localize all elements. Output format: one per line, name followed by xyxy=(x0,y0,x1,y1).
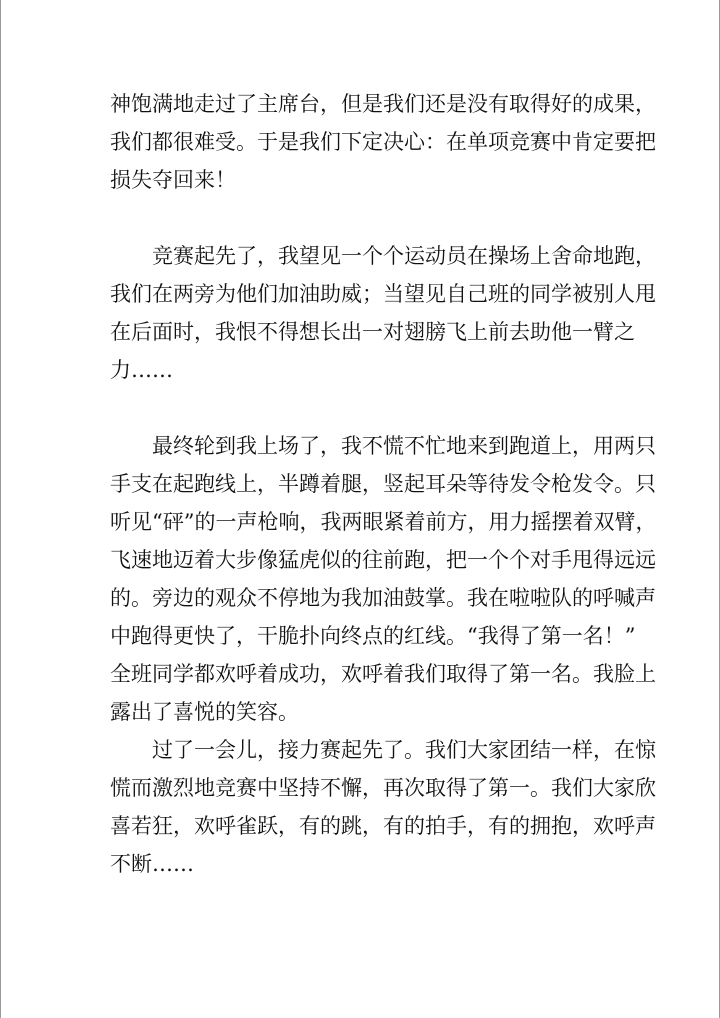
text-line: 慌而激烈地竞赛中坚持不懈，再次取得了第一。我们大家欣 xyxy=(110,776,656,800)
text-line: 露出了喜悦的笑容。 xyxy=(110,700,299,724)
text-line: 神饱满地走过了主席台，但是我们还是没有取得好的成果， xyxy=(110,92,656,116)
text-line: 全班同学都欢呼着成功，欢呼着我们取得了第一名。我脸上 xyxy=(110,662,656,686)
text-line: 损失夺回来！ xyxy=(110,168,236,192)
paragraph-1 xyxy=(110,85,656,199)
text-line: 喜若狂，欢呼雀跃，有的跳，有的拍手，有的拥抱，欢呼声 xyxy=(110,814,656,838)
text-line: 飞速地迈着大步像猛虎似的往前跑，把一个个对手甩得远远 xyxy=(110,548,656,572)
text-line: 听见“砰”的一声枪响，我两眼紧着前方，用力摇摆着双臂， xyxy=(110,510,657,534)
text-line: 中跑得更快了，干脆扑向终点的红线。“我得了第一名！” xyxy=(110,624,636,648)
text-line: 在后面时，我恨不得想长出一对翅膀飞上前去助他一臂之 xyxy=(110,320,635,344)
text-line: 竞赛起先了，我望见一个个运动员在操场上舍命地跑， xyxy=(110,244,656,268)
text-line: 最终轮到我上场了，我不慌不忙地来到跑道上，用两只 xyxy=(110,434,656,458)
paragraph-2 xyxy=(110,237,656,389)
paragraph-4 xyxy=(110,731,656,883)
text-line: 我们都很难受。于是我们下定决心：在单项竞赛中肯定要把 xyxy=(110,130,656,154)
text-line: 不断…… xyxy=(110,852,194,876)
text-line: 力…… xyxy=(110,358,173,382)
text-line: 手支在起跑线上，半蹲着腿，竖起耳朵等待发令枪发令。只 xyxy=(110,472,656,496)
paragraph-3 xyxy=(110,427,657,731)
text-line: 我们在两旁为他们加油助威；当望见自己班的同学被别人甩 xyxy=(110,282,656,306)
text-line: 的。旁边的观众不停地为我加油鼓掌。我在啦啦队的呼喊声 xyxy=(110,586,656,610)
text-line: 过了一会儿，接力赛起先了。我们大家团结一样，在惊 xyxy=(110,738,656,762)
